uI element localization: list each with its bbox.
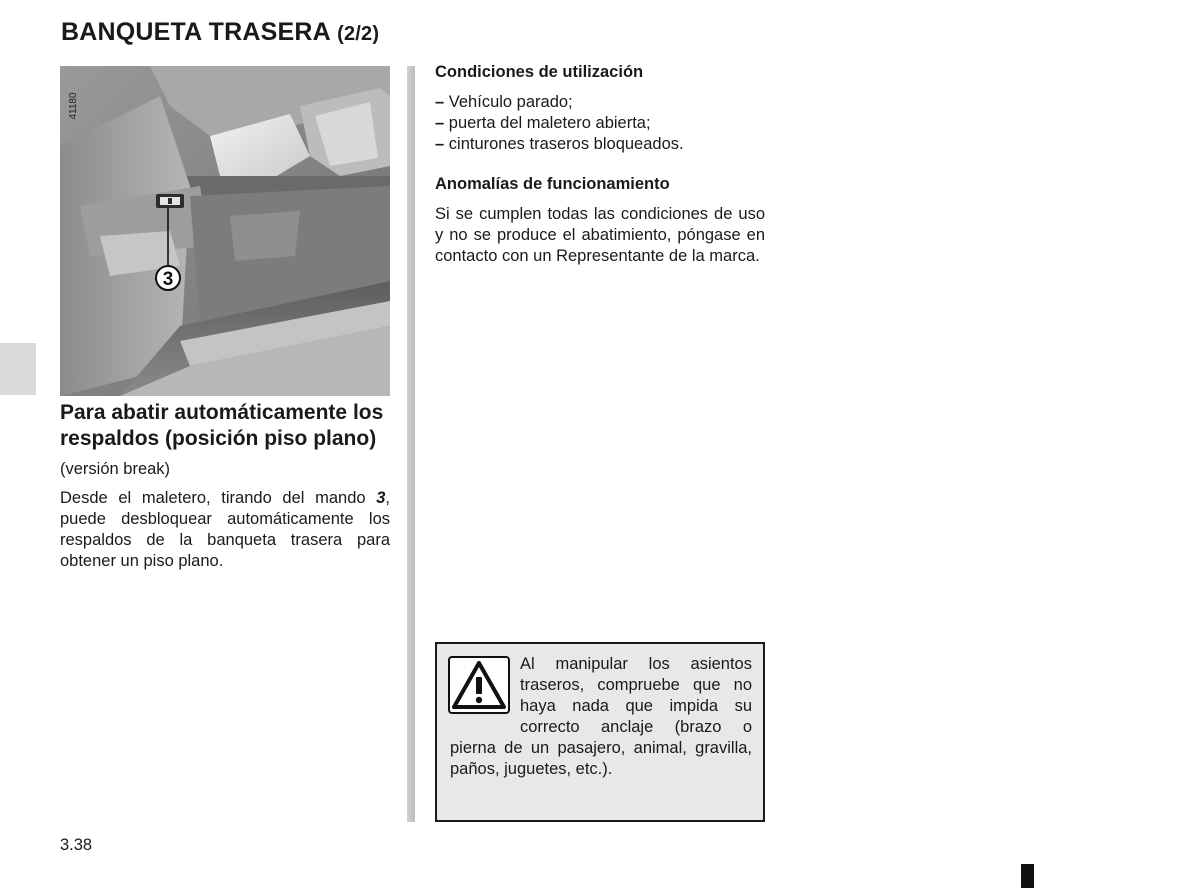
left-column [60,400,390,580]
warning-text: Al manipular los asientos traseros, compruebe que no haya nada que impida su correcto anclaje (brazo o pierna de un pasajero, animal, gravilla, paños, juguetes, etc.). [450,655,752,778]
conditions-heading: Condiciones de utilización [435,63,644,81]
trunk-illustration [60,66,390,396]
bullet-marker: – [435,114,445,132]
callout-label: 3 [162,269,174,290]
section-heading: Para abatir automáticamente los respaldos (posición piso plano) [60,401,384,450]
warning-box [435,642,765,822]
condition-text: cinturones traseros bloqueados. [448,135,684,153]
list-item [435,134,765,155]
anomalies-heading: Anomalías de funcionamiento [435,175,670,193]
list-item [435,92,765,113]
chapter-tab [0,343,36,395]
version-note: (versión break) [60,460,171,478]
anomalies-paragraph: Si se cumplen todas las condiciones de uso y no se produce el abatimiento, póngase en contacto con un Representante de la marca. [435,205,765,265]
bullet-marker: – [435,135,445,153]
column-divider [407,66,415,822]
page-number: 3.38 [60,836,93,854]
list-item [435,113,765,134]
instruction-text-end: , puede desbloquear automáticamente los respaldos de la banqueta trasera para obtener un piso plano. [60,489,390,570]
page-title [61,18,379,47]
control-reference: 3 [376,489,386,507]
right-column [435,62,765,267]
page-title-suffix: (2/2) [337,23,380,45]
figure-reference: 41180 [68,92,79,120]
condition-text: puerta del maletero abierta; [448,114,651,132]
instruction-paragraph [60,488,390,572]
condition-text: Vehículo parado; [448,93,573,111]
instruction-text-start: Desde el maletero, tirando del mando [60,489,377,507]
page-title-text: BANQUETA TRASERA [61,18,330,46]
page-edge-marker [1021,864,1034,888]
bullet-marker: – [435,93,445,111]
conditions-list [435,92,765,155]
